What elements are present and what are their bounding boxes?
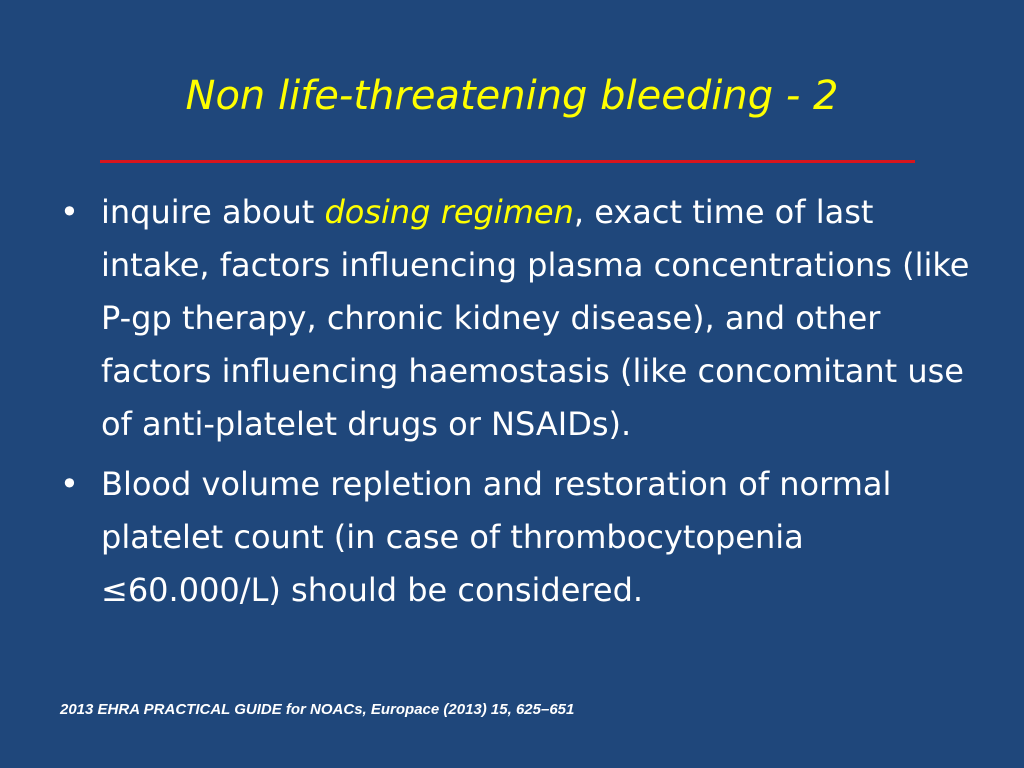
slide-title: Non life-threatening bleeding - 2 — [185, 73, 839, 119]
bullet-1-emphasis: dosing regimen — [324, 193, 574, 231]
bullet-2-text: Blood volume repletion and restoration of normal platelet count (in case of thrombocytopenia ≤60.000/L) should be considered. — [101, 465, 892, 609]
bullet-marker: • — [60, 465, 79, 503]
bullet-item-2 — [58, 458, 978, 617]
bullet-marker: • — [60, 193, 79, 231]
title-underline — [100, 160, 915, 163]
bullet-1-text-start: inquire about — [101, 193, 325, 231]
bullet-1-text-end: , exact time of last intake, factors influencing plasma concentrations (like P-gp therapy, chronic kidney disease), and other factors influencing haemostasis (like concomitant use of anti-platelet drugs or NSAIDs). — [101, 193, 970, 443]
citation-footer: 2013 EHRA PRACTICAL GUIDE for NOACs, Europace (2013) 15, 625–651 — [60, 701, 575, 718]
bullet-list — [58, 186, 978, 624]
bullet-item-1 — [58, 186, 978, 451]
